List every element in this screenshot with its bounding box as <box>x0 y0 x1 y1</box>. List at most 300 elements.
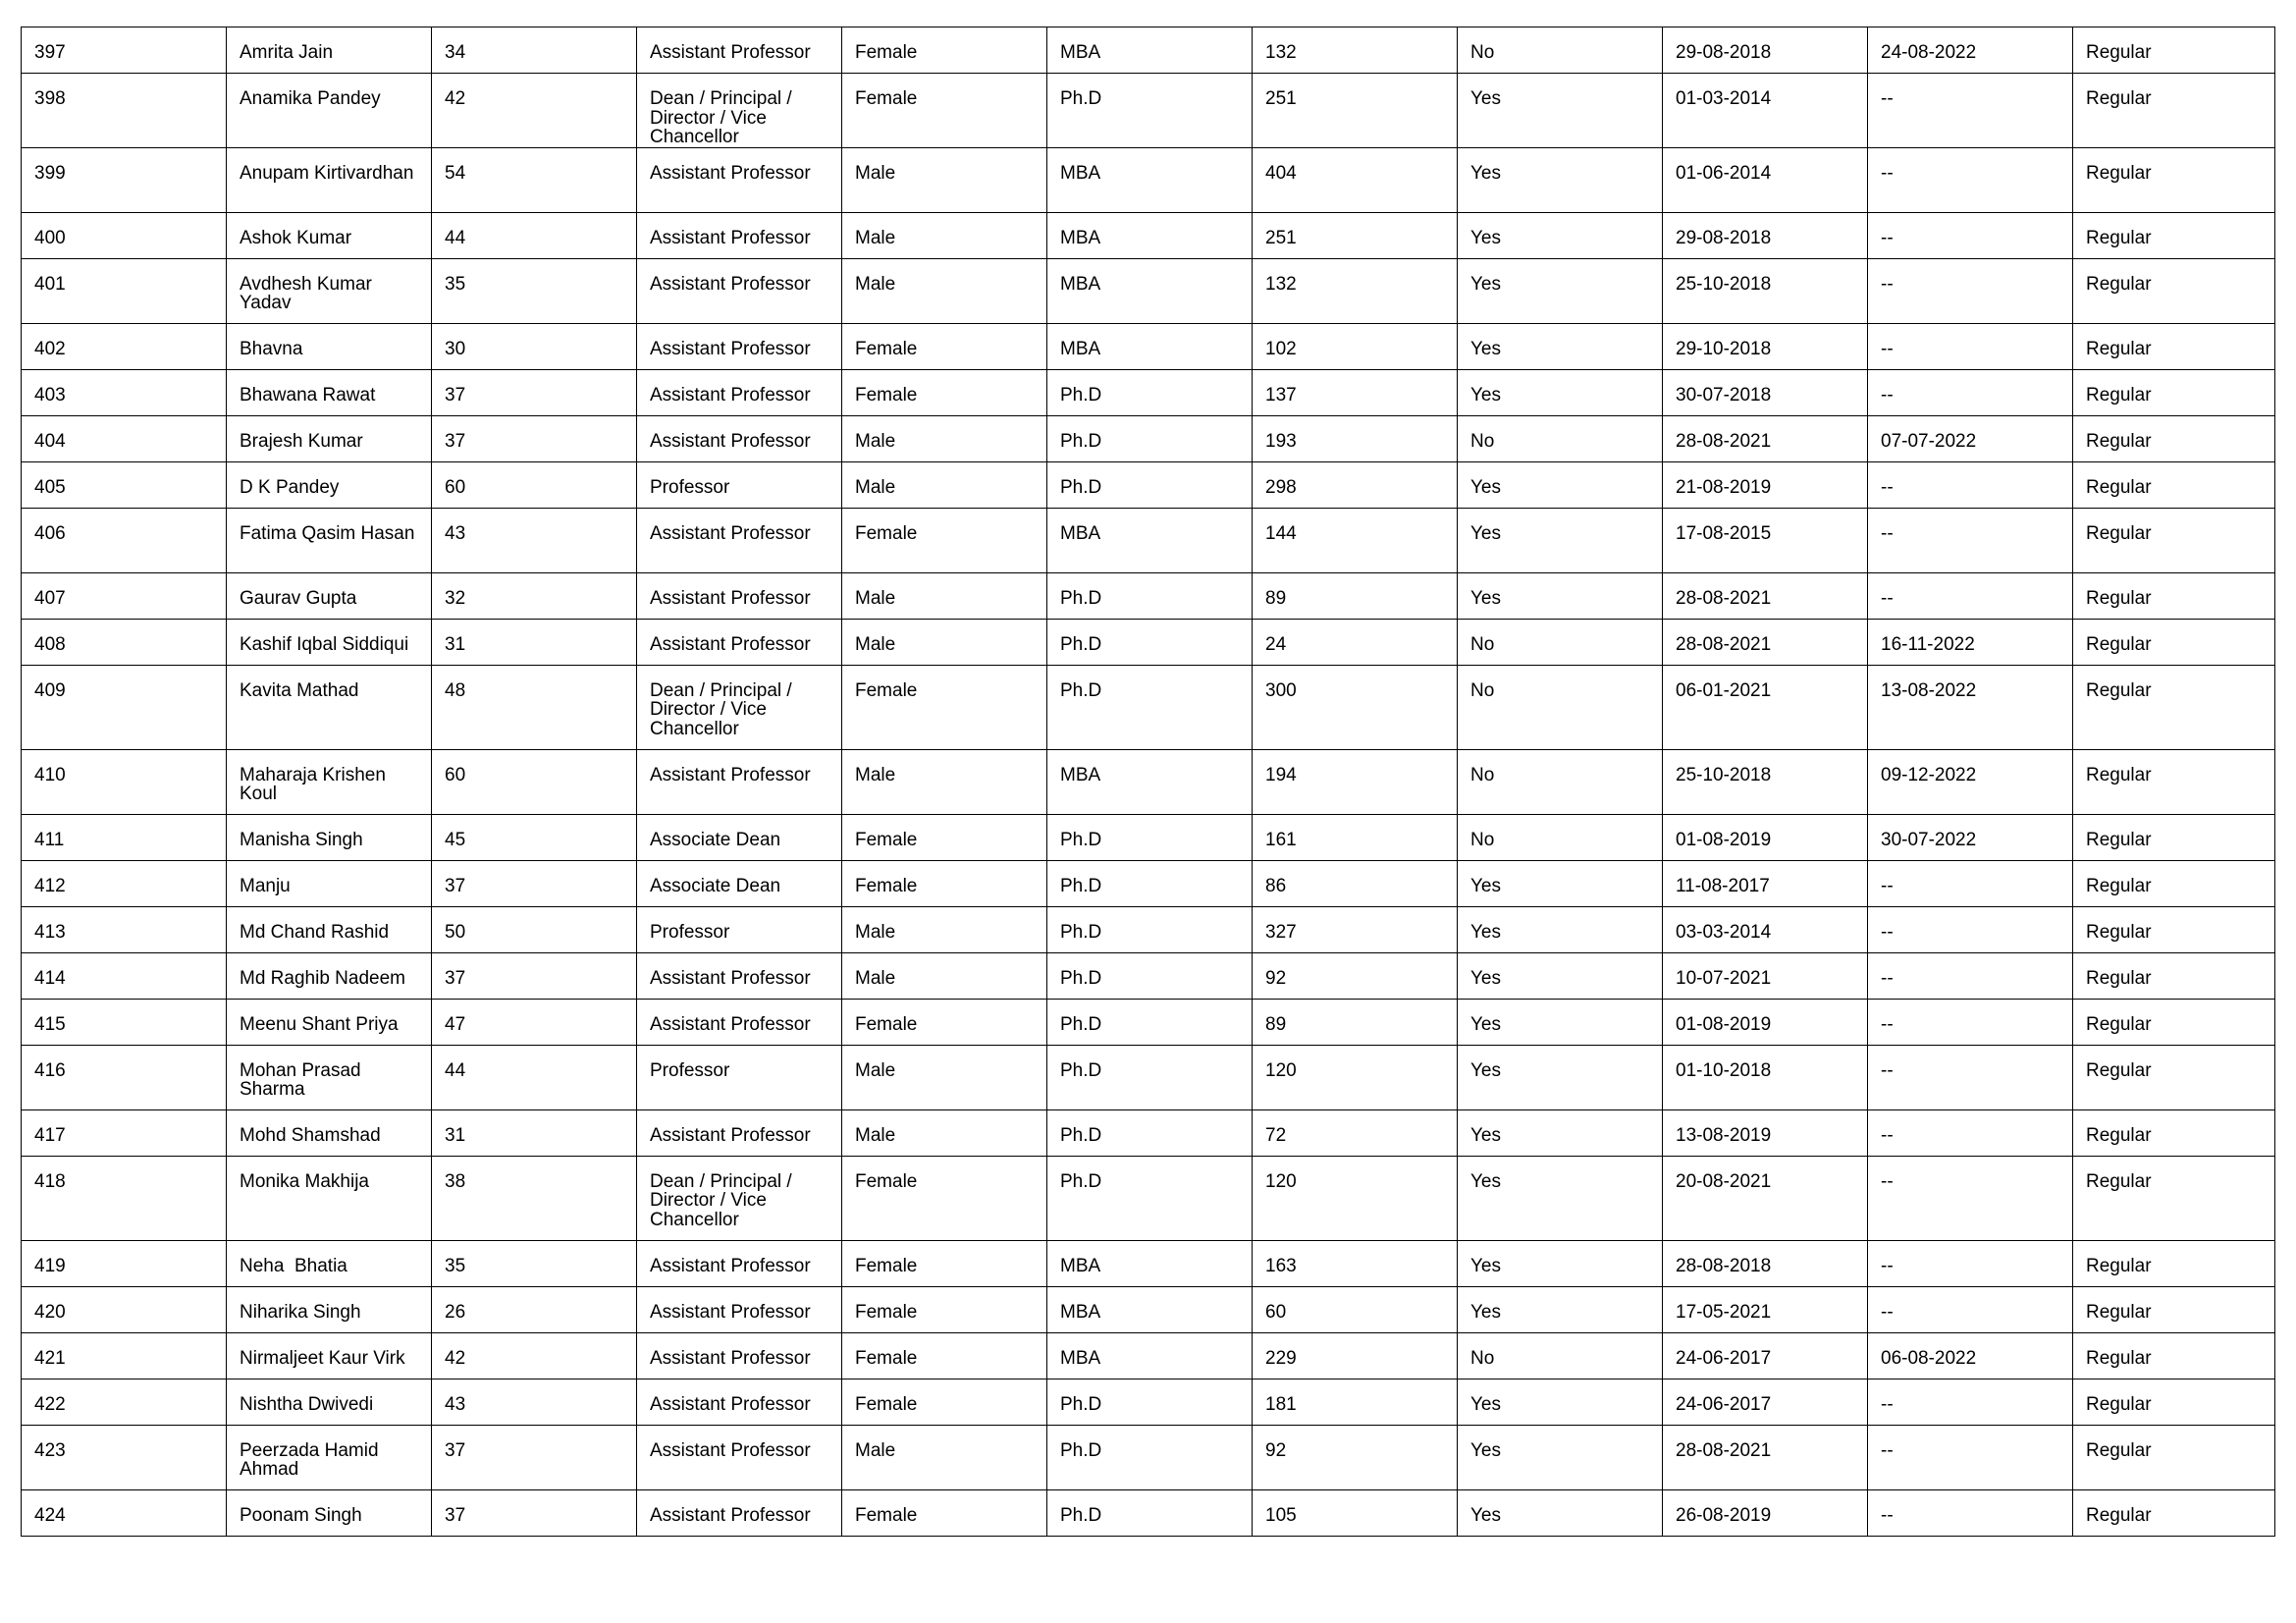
age-cell <box>432 1379 637 1425</box>
age-cell <box>432 147 637 212</box>
leaving-date-cell <box>1868 1156 2073 1240</box>
table-row <box>22 749 2275 814</box>
leaving-date-cell <box>1868 461 2073 508</box>
leaving-date-cell <box>1868 860 2073 906</box>
gender-cell <box>842 860 1047 906</box>
leaving-date-cell <box>1868 1379 2073 1425</box>
gender-cell <box>842 415 1047 461</box>
joining-date-text: 20-08-2021 <box>1676 1170 1772 1192</box>
leaving-date-text: -- <box>1881 1504 1894 1526</box>
faculty-name-text: Md Raghib Nadeem <box>240 967 405 989</box>
leaving-date-cell <box>1868 619 2073 665</box>
qualification-cell <box>1047 1286 1253 1332</box>
qualification-text: MBA <box>1060 1255 1101 1276</box>
age-text: 35 <box>445 1255 466 1276</box>
faculty-name-text: Meenu Shant Priya <box>240 1013 399 1035</box>
nature-of-association-cell <box>2073 1286 2275 1332</box>
age-text: 37 <box>445 1504 466 1526</box>
gender-cell <box>842 572 1047 619</box>
gender-text: Female <box>855 1301 918 1323</box>
table-row <box>22 619 2275 665</box>
qualification-text: MBA <box>1060 1301 1101 1323</box>
gender-cell <box>842 999 1047 1045</box>
joining-date-cell <box>1663 1489 1868 1536</box>
joining-date-cell <box>1663 1379 1868 1425</box>
currently-working-cell <box>1458 1156 1663 1240</box>
joining-date-cell <box>1663 1240 1868 1286</box>
serial-number-cell <box>22 1379 227 1425</box>
experience-months-text: 24 <box>1265 633 1287 655</box>
serial-number-cell <box>22 461 227 508</box>
serial-number-cell <box>22 860 227 906</box>
qualification-cell <box>1047 1045 1253 1109</box>
age-text: 32 <box>445 587 466 609</box>
leaving-date-cell <box>1868 572 2073 619</box>
joining-date-text: 01-08-2019 <box>1676 1013 1772 1035</box>
serial-number-text: 413 <box>34 921 66 943</box>
joining-date-text: 13-08-2019 <box>1676 1124 1772 1146</box>
faculty-name-cell <box>227 860 432 906</box>
leaving-date-text: 16-11-2022 <box>1881 633 1975 655</box>
joining-date-text: 06-01-2021 <box>1676 679 1772 701</box>
nature-of-association-text: Regular <box>2086 522 2152 544</box>
serial-number-text: 399 <box>34 162 66 184</box>
nature-of-association-cell <box>2073 508 2275 572</box>
joining-date-text: 17-08-2015 <box>1676 522 1772 544</box>
qualification-text: MBA <box>1060 42 1101 63</box>
qualification-cell <box>1047 212 1253 258</box>
leaving-date-text: -- <box>1881 522 1894 544</box>
leaving-date-cell <box>1868 814 2073 860</box>
gender-cell <box>842 369 1047 415</box>
currently-working-text: Yes <box>1470 1124 1501 1146</box>
document-page <box>21 27 2274 1537</box>
designation-text: Assistant Professor <box>650 338 811 359</box>
designation-cell <box>637 1425 842 1489</box>
gender-text: Male <box>855 430 896 452</box>
serial-number-cell <box>22 1489 227 1536</box>
experience-months-text: 144 <box>1265 522 1297 544</box>
joining-date-cell <box>1663 814 1868 860</box>
designation-cell <box>637 508 842 572</box>
serial-number-cell <box>22 147 227 212</box>
serial-number-cell <box>22 27 227 74</box>
serial-number-text: 416 <box>34 1059 66 1081</box>
serial-number-text: 400 <box>34 227 66 248</box>
designation-text: Assistant Professor <box>650 522 811 544</box>
qualification-text: Ph.D <box>1060 921 1102 943</box>
gender-text: Male <box>855 921 896 943</box>
faculty-name-cell <box>227 1240 432 1286</box>
joining-date-text: 01-10-2018 <box>1676 1059 1772 1081</box>
age-cell <box>432 27 637 74</box>
nature-of-association-cell <box>2073 212 2275 258</box>
table-row <box>22 415 2275 461</box>
faculty-name-text: Fatima Qasim Hasan <box>240 522 415 544</box>
gender-cell <box>842 1489 1047 1536</box>
qualification-text: Ph.D <box>1060 679 1102 701</box>
currently-working-cell <box>1458 147 1663 212</box>
age-text: 42 <box>445 88 466 109</box>
qualification-text: Ph.D <box>1060 1059 1102 1081</box>
nature-of-association-cell <box>2073 323 2275 369</box>
qualification-text: Ph.D <box>1060 829 1102 850</box>
serial-number-text: 404 <box>34 430 66 452</box>
serial-number-text: 421 <box>34 1347 66 1369</box>
experience-months-text: 229 <box>1265 1347 1297 1369</box>
designation-text: Assistant Professor <box>650 162 811 184</box>
designation-cell <box>637 665 842 749</box>
gender-cell <box>842 1286 1047 1332</box>
experience-months-text: 163 <box>1265 1255 1297 1276</box>
designation-cell <box>637 212 842 258</box>
designation-text: Assistant Professor <box>650 1439 811 1461</box>
qualification-text: Ph.D <box>1060 875 1102 896</box>
nature-of-association-text: Regular <box>2086 829 2152 850</box>
nature-of-association-text: Regular <box>2086 764 2152 785</box>
table-row <box>22 860 2275 906</box>
qualification-text: MBA <box>1060 764 1101 785</box>
gender-cell <box>842 619 1047 665</box>
designation-text: Professor <box>650 921 730 943</box>
gender-text: Female <box>855 1347 918 1369</box>
serial-number-cell <box>22 1240 227 1286</box>
currently-working-cell <box>1458 1109 1663 1156</box>
qualification-text: MBA <box>1060 1347 1101 1369</box>
designation-text: Assistant Professor <box>650 967 811 989</box>
gender-cell <box>842 27 1047 74</box>
designation-cell <box>637 1240 842 1286</box>
qualification-cell <box>1047 814 1253 860</box>
nature-of-association-text: Regular <box>2086 679 2152 701</box>
experience-months-cell <box>1253 258 1458 323</box>
leaving-date-cell <box>1868 1286 2073 1332</box>
gender-text: Female <box>855 1504 918 1526</box>
qualification-cell <box>1047 27 1253 74</box>
gender-text: Female <box>855 679 918 701</box>
experience-months-cell <box>1253 461 1458 508</box>
serial-number-cell <box>22 814 227 860</box>
leaving-date-text: 30-07-2022 <box>1881 829 1977 850</box>
currently-working-cell <box>1458 1286 1663 1332</box>
experience-months-text: 300 <box>1265 679 1297 701</box>
serial-number-cell <box>22 665 227 749</box>
gender-cell <box>842 147 1047 212</box>
joining-date-text: 01-03-2014 <box>1676 88 1772 109</box>
age-cell <box>432 1045 637 1109</box>
faculty-name-text: Kavita Mathad <box>240 679 359 701</box>
nature-of-association-text: Regular <box>2086 1439 2152 1461</box>
serial-number-text: 406 <box>34 522 66 544</box>
nature-of-association-cell <box>2073 952 2275 999</box>
age-text: 43 <box>445 1393 466 1415</box>
serial-number-cell <box>22 619 227 665</box>
experience-months-cell <box>1253 952 1458 999</box>
currently-working-cell <box>1458 1379 1663 1425</box>
serial-number-text: 408 <box>34 633 66 655</box>
joining-date-text: 28-08-2021 <box>1676 633 1772 655</box>
joining-date-cell <box>1663 572 1868 619</box>
nature-of-association-cell <box>2073 1156 2275 1240</box>
leaving-date-cell <box>1868 212 2073 258</box>
designation-cell <box>637 1332 842 1379</box>
gender-text: Female <box>855 1170 918 1192</box>
nature-of-association-text: Regular <box>2086 967 2152 989</box>
gender-text: Female <box>855 384 918 406</box>
table-row <box>22 952 2275 999</box>
gender-text: Male <box>855 476 896 498</box>
serial-number-text: 411 <box>34 829 65 850</box>
nature-of-association-cell <box>2073 572 2275 619</box>
faculty-name-cell <box>227 906 432 952</box>
joining-date-text: 30-07-2018 <box>1676 384 1772 406</box>
faculty-name-text: Bhawana Rawat <box>240 384 376 406</box>
experience-months-cell <box>1253 74 1458 148</box>
designation-text: Assistant Professor <box>650 1255 811 1276</box>
gender-text: Female <box>855 829 918 850</box>
currently-working-cell <box>1458 508 1663 572</box>
currently-working-text: Yes <box>1470 1393 1501 1415</box>
faculty-name-text: Kashif Iqbal Siddiqui <box>240 633 409 655</box>
designation-cell <box>637 258 842 323</box>
faculty-name-text: Mohan Prasad Sharma <box>240 1059 366 1100</box>
currently-working-cell <box>1458 74 1663 148</box>
faculty-name-cell <box>227 1379 432 1425</box>
designation-text: Assistant Professor <box>650 1301 811 1323</box>
leaving-date-text: 24-08-2022 <box>1881 42 1977 63</box>
nature-of-association-cell <box>2073 1045 2275 1109</box>
nature-of-association-text: Regular <box>2086 875 2152 896</box>
experience-months-text: 89 <box>1265 587 1287 609</box>
table-row <box>22 508 2275 572</box>
gender-text: Male <box>855 587 896 609</box>
joining-date-text: 26-08-2019 <box>1676 1504 1772 1526</box>
faculty-name-cell <box>227 323 432 369</box>
nature-of-association-text: Regular <box>2086 1347 2152 1369</box>
gender-text: Female <box>855 522 918 544</box>
designation-text: Associate Dean <box>650 875 781 896</box>
serial-number-cell <box>22 1156 227 1240</box>
gender-text: Male <box>855 1439 896 1461</box>
faculty-name-cell <box>227 74 432 148</box>
serial-number-cell <box>22 1109 227 1156</box>
leaving-date-cell <box>1868 952 2073 999</box>
qualification-text: Ph.D <box>1060 587 1102 609</box>
faculty-name-cell <box>227 999 432 1045</box>
currently-working-text: Yes <box>1470 921 1501 943</box>
age-text: 43 <box>445 522 466 544</box>
currently-working-cell <box>1458 27 1663 74</box>
experience-months-text: 132 <box>1265 273 1297 295</box>
currently-working-cell <box>1458 1332 1663 1379</box>
faculty-name-cell <box>227 1156 432 1240</box>
joining-date-text: 24-06-2017 <box>1676 1347 1772 1369</box>
designation-cell <box>637 952 842 999</box>
nature-of-association-cell <box>2073 749 2275 814</box>
experience-months-text: 327 <box>1265 921 1297 943</box>
nature-of-association-text: Regular <box>2086 587 2152 609</box>
designation-text: Professor <box>650 1059 730 1081</box>
qualification-text: Ph.D <box>1060 384 1102 406</box>
serial-number-text: 414 <box>34 967 66 989</box>
experience-months-cell <box>1253 415 1458 461</box>
qualification-text: Ph.D <box>1060 633 1102 655</box>
experience-months-text: 132 <box>1265 42 1297 63</box>
leaving-date-cell <box>1868 1425 2073 1489</box>
table-row <box>22 906 2275 952</box>
leaving-date-text: -- <box>1881 921 1894 943</box>
designation-cell <box>637 619 842 665</box>
currently-working-text: No <box>1470 1347 1495 1369</box>
gender-text: Female <box>855 338 918 359</box>
nature-of-association-cell <box>2073 74 2275 148</box>
table-row <box>22 814 2275 860</box>
designation-text: Assistant Professor <box>650 384 811 406</box>
joining-date-text: 29-08-2018 <box>1676 227 1772 248</box>
serial-number-cell <box>22 212 227 258</box>
qualification-cell <box>1047 572 1253 619</box>
leaving-date-cell <box>1868 369 2073 415</box>
designation-text: Assistant Professor <box>650 1504 811 1526</box>
qualification-cell <box>1047 1156 1253 1240</box>
serial-number-text: 397 <box>34 42 66 63</box>
experience-months-cell <box>1253 1045 1458 1109</box>
gender-text: Male <box>855 1124 896 1146</box>
currently-working-cell <box>1458 860 1663 906</box>
qualification-cell <box>1047 665 1253 749</box>
leaving-date-text: -- <box>1881 875 1894 896</box>
designation-text: Dean / Principal / Director / Vice Chancellor <box>650 88 797 147</box>
serial-number-text: 418 <box>34 1170 66 1192</box>
joining-date-cell <box>1663 1156 1868 1240</box>
experience-months-text: 89 <box>1265 1013 1287 1035</box>
currently-working-cell <box>1458 999 1663 1045</box>
nature-of-association-text: Regular <box>2086 338 2152 359</box>
designation-cell <box>637 814 842 860</box>
leaving-date-text: -- <box>1881 587 1894 609</box>
faculty-name-cell <box>227 212 432 258</box>
qualification-text: Ph.D <box>1060 1124 1102 1146</box>
nature-of-association-text: Regular <box>2086 921 2152 943</box>
experience-months-text: 137 <box>1265 384 1297 406</box>
nature-of-association-text: Regular <box>2086 273 2152 295</box>
faculty-name-text: Anupam Kirtivardhan <box>240 162 414 184</box>
experience-months-text: 60 <box>1265 1301 1287 1323</box>
currently-working-cell <box>1458 323 1663 369</box>
nature-of-association-cell <box>2073 27 2275 74</box>
qualification-cell <box>1047 619 1253 665</box>
currently-working-cell <box>1458 369 1663 415</box>
gender-cell <box>842 1425 1047 1489</box>
designation-cell <box>637 749 842 814</box>
faculty-name-text: Ashok Kumar <box>240 227 352 248</box>
serial-number-cell <box>22 906 227 952</box>
table-row <box>22 1045 2275 1109</box>
leaving-date-cell <box>1868 1045 2073 1109</box>
currently-working-text: No <box>1470 829 1495 850</box>
age-cell <box>432 749 637 814</box>
faculty-name-text: Bhavna <box>240 338 303 359</box>
serial-number-cell <box>22 1045 227 1109</box>
currently-working-text: No <box>1470 42 1495 63</box>
faculty-name-text: Md Chand Rashid <box>240 921 390 943</box>
qualification-text: Ph.D <box>1060 1504 1102 1526</box>
leaving-date-text: -- <box>1881 338 1894 359</box>
age-text: 26 <box>445 1301 466 1323</box>
joining-date-cell <box>1663 323 1868 369</box>
currently-working-text: Yes <box>1470 1170 1501 1192</box>
experience-months-text: 120 <box>1265 1059 1297 1081</box>
designation-text: Assistant Professor <box>650 633 811 655</box>
serial-number-cell <box>22 323 227 369</box>
serial-number-text: 401 <box>34 273 66 295</box>
qualification-cell <box>1047 749 1253 814</box>
table-row <box>22 27 2275 74</box>
faculty-name-text: Monika Makhija <box>240 1170 369 1192</box>
faculty-name-text: Neha Bhatia <box>240 1255 347 1276</box>
nature-of-association-cell <box>2073 461 2275 508</box>
table-row <box>22 1425 2275 1489</box>
experience-months-text: 72 <box>1265 1124 1287 1146</box>
qualification-text: Ph.D <box>1060 1393 1102 1415</box>
leaving-date-cell <box>1868 749 2073 814</box>
leaving-date-cell <box>1868 665 2073 749</box>
joining-date-cell <box>1663 1045 1868 1109</box>
faculty-name-text: Anamika Pandey <box>240 88 381 109</box>
experience-months-cell <box>1253 906 1458 952</box>
experience-months-text: 193 <box>1265 430 1297 452</box>
experience-months-cell <box>1253 619 1458 665</box>
serial-number-text: 398 <box>34 88 66 109</box>
gender-text: Male <box>855 162 896 184</box>
age-cell <box>432 999 637 1045</box>
currently-working-cell <box>1458 665 1663 749</box>
currently-working-text: Yes <box>1470 1504 1501 1526</box>
leaving-date-text: -- <box>1881 1013 1894 1035</box>
age-cell <box>432 212 637 258</box>
table-row <box>22 147 2275 212</box>
gender-cell <box>842 1379 1047 1425</box>
designation-text: Associate Dean <box>650 829 781 850</box>
experience-months-cell <box>1253 212 1458 258</box>
currently-working-cell <box>1458 212 1663 258</box>
experience-months-cell <box>1253 323 1458 369</box>
leaving-date-text: 09-12-2022 <box>1881 764 1977 785</box>
currently-working-cell <box>1458 749 1663 814</box>
qualification-cell <box>1047 1379 1253 1425</box>
leaving-date-text: -- <box>1881 162 1894 184</box>
nature-of-association-text: Regular <box>2086 1124 2152 1146</box>
serial-number-cell <box>22 749 227 814</box>
qualification-text: MBA <box>1060 227 1101 248</box>
joining-date-cell <box>1663 1286 1868 1332</box>
faculty-name-cell <box>227 508 432 572</box>
age-cell <box>432 74 637 148</box>
qualification-cell <box>1047 323 1253 369</box>
nature-of-association-text: Regular <box>2086 162 2152 184</box>
gender-text: Female <box>855 875 918 896</box>
faculty-table <box>21 27 2275 1537</box>
serial-number-text: 424 <box>34 1504 66 1526</box>
leaving-date-text: -- <box>1881 476 1894 498</box>
gender-text: Male <box>855 1059 896 1081</box>
experience-months-cell <box>1253 1240 1458 1286</box>
age-cell <box>432 1332 637 1379</box>
serial-number-text: 415 <box>34 1013 66 1035</box>
currently-working-text: Yes <box>1470 1013 1501 1035</box>
experience-months-cell <box>1253 1379 1458 1425</box>
age-text: 45 <box>445 829 466 850</box>
